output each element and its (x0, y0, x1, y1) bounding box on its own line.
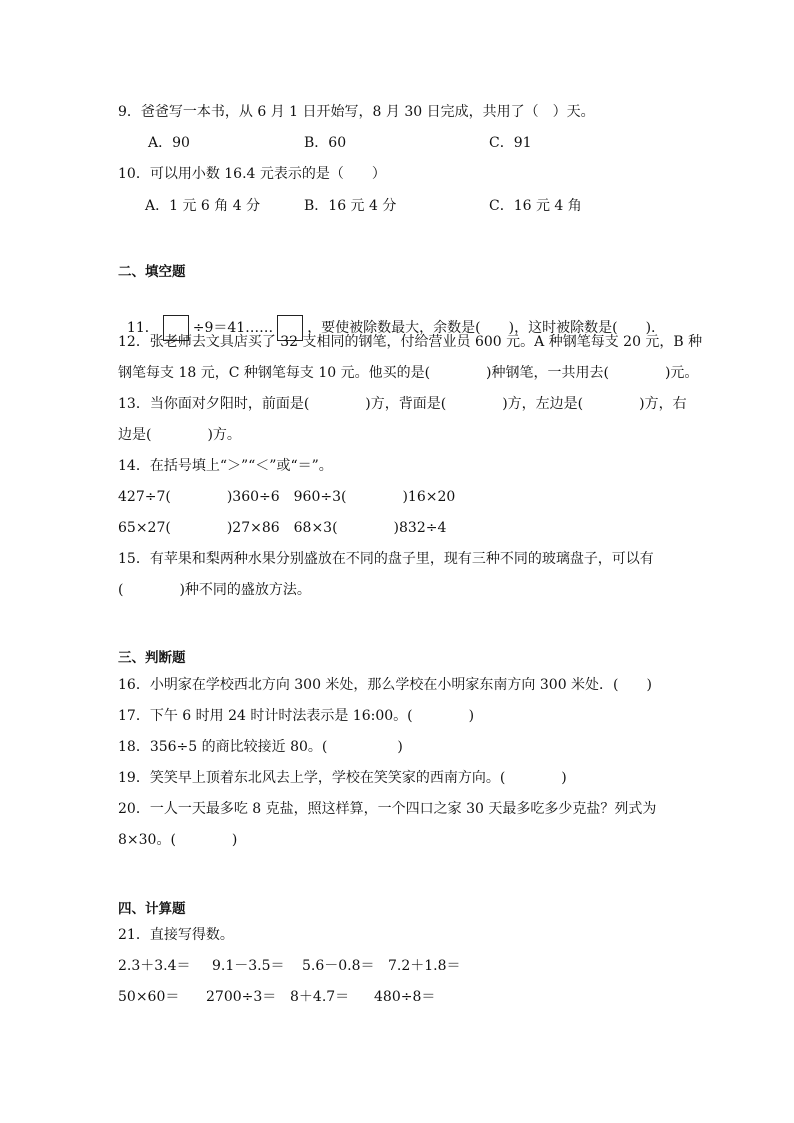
q10-option-a: A．1 元 6 角 4 分 (145, 198, 261, 214)
q9-stem: 9．爸爸写一本书，从 6 月 1 日开始写，8 月 30 日完成，共用了（ ）天。 (118, 104, 595, 120)
calc-item: 50×60＝ (118, 989, 180, 1005)
q19-line: 19．笑笑早上顶着东北风去上学，学校在笑笑家的西南方向。( ) (118, 770, 567, 786)
q14-line-1: 14．在括号填上“＞”“＜”或“＝”。 (118, 458, 333, 474)
q15-line-1: 15．有苹果和梨两种水果分别盛放在不同的盘子里，现有三种不同的玻璃盘子，可以有 (118, 551, 654, 567)
q9-option-b: B．60 (304, 135, 347, 151)
q9-option-a: A．90 (148, 135, 190, 151)
q9-option-c: C．91 (489, 135, 532, 151)
q10-stem: 10．可以用小数 16.4 元表示的是（ ） (118, 166, 386, 182)
q10-option-c: C．16 元 4 角 (489, 198, 582, 214)
q17-line: 17．下午 6 时用 24 时计时法表示是 16:00。( ) (118, 708, 475, 724)
q14-line-3: 65×27( )27×86 68×3( )832÷4 (118, 520, 447, 536)
q11-text: ，要使被除数最大，余数是( )，这时被除数是( ). (307, 320, 656, 336)
calc-item: 480÷8＝ (374, 989, 436, 1005)
q16-line: 16．小明家在学校西北方向 300 米处，那么学校在小明家东南方向 300 米处．( ) (118, 677, 652, 693)
calc-item: 7.2＋1.8＝ (388, 958, 461, 974)
q11-equation: ÷9＝41…… (192, 320, 274, 336)
q21-line: 21．直接写得数。 (118, 927, 234, 943)
section-heading-calculation: 四、计算题 (118, 901, 186, 917)
q14-line-2: 427÷7( )360÷6 960÷3( )16×20 (118, 489, 456, 505)
calc-item: 2700÷3＝ (206, 989, 277, 1005)
q12-line-2: 钢笔每支 18 元，C 种钢笔每支 10 元。他买的是( )种钢笔，一共用去( )元。 (118, 365, 699, 381)
q10-option-b: B．16 元 4 分 (304, 198, 397, 214)
calc-item: 2.3＋3.4＝ (118, 958, 191, 974)
q20-line-1: 20．一人一天最多吃 8 克盐，照这样算，一个四口之家 30 天最多吃多少克盐？列式为 (118, 801, 657, 817)
q20-line-2: 8×30。( ) (118, 832, 238, 848)
q18-line: 18．356÷5 的商比较接近 80。( ) (118, 739, 403, 755)
calc-item: 8＋4.7＝ (290, 989, 350, 1005)
calc-item: 9.1－3.5＝ (212, 958, 285, 974)
q11-number: 11． (126, 320, 159, 336)
section-heading-true-false: 三、判断题 (118, 650, 186, 666)
section-heading-fill-in: 二、填空题 (118, 264, 186, 280)
q13-line-2: 边是( )方。 (118, 427, 241, 443)
q13-line-1: 13．当你面对夕阳时，前面是( )方，背面是( )方，左边是( )方，右 (118, 396, 687, 412)
calc-item: 5.6－0.8＝ (302, 958, 375, 974)
q12-line-1: 12．张老师去文具店买了 32 支相同的钢笔，付给营业员 600 元。A 种钢笔每支 20 元，B 种 (118, 334, 703, 350)
q15-line-2: ( )种不同的盛放方法。 (118, 582, 311, 598)
